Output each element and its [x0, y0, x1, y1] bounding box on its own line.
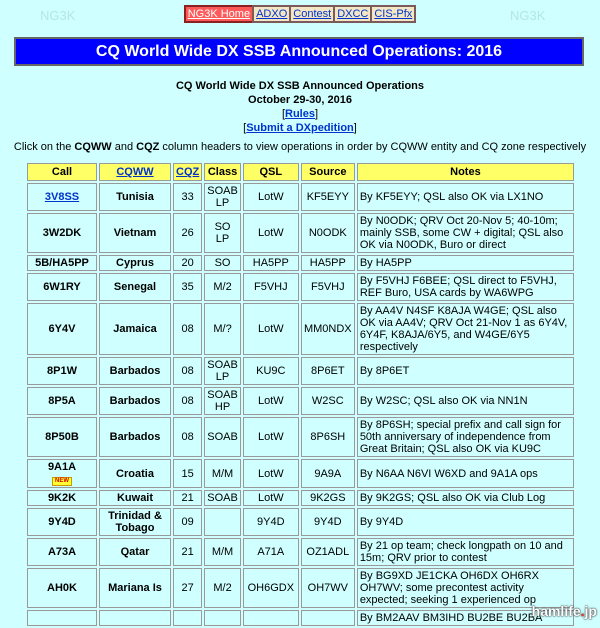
class-cell: M/2 [204, 273, 241, 301]
notes-header: Notes [357, 163, 574, 181]
source-header: Source [301, 163, 355, 181]
notes-cell: By HA5PP [357, 255, 574, 271]
cqww-sort-link[interactable]: CQWW [116, 166, 154, 178]
rules-link[interactable]: Rules [285, 108, 315, 120]
zone-cell: 27 [173, 568, 202, 608]
table-row [27, 357, 574, 385]
call-cell[interactable] [27, 183, 97, 211]
qsl-cell: LotW [243, 303, 299, 355]
call-sign: 8P50B [45, 431, 79, 443]
entity-cell: Senegal [99, 273, 171, 301]
notes-cell: By KF5EYY; QSL also OK via LX1NO [357, 183, 574, 211]
notes-cell: By 21 op team; check longpath on 10 and 15m; QRV prior to contest [357, 538, 574, 566]
zone-cell: 08 [173, 303, 202, 355]
class-cell: M/M [204, 459, 241, 488]
notes-cell: By BG9XD JE1CKA OH6DX OH6RX OH7WV; some precontest activity expected; seeking 1 experienced op [357, 568, 574, 608]
source-cell: OZ1ADL [301, 538, 355, 566]
table-row [27, 417, 574, 457]
table-row [27, 273, 574, 301]
cqz-sort-header[interactable] [173, 163, 202, 181]
class-cell [204, 508, 241, 536]
call-cell [27, 568, 97, 608]
entity-cell: Kuwait [99, 490, 171, 506]
source-cell: HA5PP [301, 255, 355, 271]
notes-cell: By 9K2GS; QSL also OK via Club Log [357, 490, 574, 506]
watermark-text: NG3K [510, 8, 546, 23]
site-watermark-tld: jp [584, 603, 597, 619]
entity-cell: Vietnam [99, 213, 171, 253]
nav-button-cis-pfx[interactable]: CIS-Pfx [370, 5, 416, 23]
call-sign: 3W2DK [42, 227, 82, 239]
source-cell: 8P6ET [301, 357, 355, 385]
notes-cell: By BM2AAV BM3IHD BU2BE BU2BA [357, 610, 574, 626]
call-sign: 9A1A [47, 461, 77, 473]
entity-cell [99, 610, 171, 626]
zone-cell: 26 [173, 213, 202, 253]
site-watermark-name: hamlife [531, 603, 581, 619]
source-cell: 9K2GS [301, 490, 355, 506]
qsl-cell: HA5PP [243, 255, 299, 271]
event-dates: October 29-30, 2016 [248, 94, 352, 106]
class-cell: M/M [204, 538, 241, 566]
source-cell: MM0NDX [301, 303, 355, 355]
class-cell: SOAB HP [204, 387, 241, 415]
call-cell [27, 459, 97, 488]
watermark-text: NG3K [40, 8, 76, 23]
entity-cell: Croatia [99, 459, 171, 488]
call-sign: 8P1W [47, 365, 77, 377]
nav-button-ng3k-home[interactable]: NG3K Home [184, 5, 254, 23]
source-cell: W2SC [301, 387, 355, 415]
entity-cell: Jamaica [99, 303, 171, 355]
cqww-sort-header[interactable] [99, 163, 171, 181]
call-cell [27, 255, 97, 271]
qsl-cell: LotW [243, 490, 299, 506]
qsl-cell: A71A [243, 538, 299, 566]
submit-dxpedition-link[interactable]: Submit a DXpedition [246, 122, 354, 134]
qsl-cell [243, 610, 299, 626]
class-cell [204, 610, 241, 626]
notes-cell: By F5VHJ F6BEE; QSL direct to F5VHJ, REF Buro, USA cards by WA6WPG [357, 273, 574, 301]
call-cell [27, 303, 97, 355]
zone-cell: 09 [173, 508, 202, 536]
class-cell: SO LP [204, 213, 241, 253]
zone-cell: 33 [173, 183, 202, 211]
call-cell [27, 538, 97, 566]
table-row [27, 610, 574, 626]
qsl-header: QSL [243, 163, 299, 181]
call-sign: 9K2K [47, 492, 77, 504]
zone-cell: 21 [173, 538, 202, 566]
call-sign: A73A [47, 546, 77, 558]
cqz-sort-link[interactable]: CQZ [176, 166, 200, 178]
entity-cell: Tunisia [99, 183, 171, 211]
source-cell: KF5EYY [301, 183, 355, 211]
call-cell [27, 213, 97, 253]
qsl-cell: LotW [243, 387, 299, 415]
subtitle: CQ World Wide DX SSB Announced Operations [175, 80, 425, 92]
call-cell [27, 357, 97, 385]
table-row [27, 568, 574, 608]
instructions-cqz: CQZ [136, 141, 160, 153]
notes-cell: By N0ODK; QRV Oct 20-Nov 5; 40-10m; mainly SSB, some CW + digital; QSL also OK via N0ODK, Buro or direct [357, 213, 574, 253]
call-sign: 8P5A [48, 395, 76, 407]
instructions-text: Click on the [13, 141, 75, 153]
call-link[interactable]: 3V8SS [44, 191, 80, 203]
call-sign: 6W1RY [43, 281, 81, 293]
class-cell: SOAB LP [204, 183, 241, 211]
table-row [27, 459, 574, 488]
source-cell: 8P6SH [301, 417, 355, 457]
entity-cell: Mariana Is [99, 568, 171, 608]
source-cell: OH7WV [301, 568, 355, 608]
instructions-text: and [111, 141, 137, 153]
page-title: CQ World Wide DX SSB Announced Operations: 2016 [14, 37, 584, 66]
qsl-cell: LotW [243, 417, 299, 457]
entity-cell: Barbados [99, 387, 171, 415]
zone-cell: 08 [173, 387, 202, 415]
notes-cell: By W2SC; QSL also OK via NN1N [357, 387, 574, 415]
table-row [27, 387, 574, 415]
zone-cell: 35 [173, 273, 202, 301]
call-cell [27, 610, 97, 626]
qsl-cell: LotW [243, 459, 299, 488]
qsl-cell: KU9C [243, 357, 299, 385]
qsl-cell: OH6GDX [243, 568, 299, 608]
instructions-cqww: CQWW [74, 141, 112, 153]
class-cell: SOAB LP [204, 357, 241, 385]
table-row [27, 490, 574, 506]
qsl-cell: 9Y4D [243, 508, 299, 536]
call-sign: AH0K [47, 582, 77, 594]
call-cell [27, 508, 97, 536]
zone-cell: 08 [173, 417, 202, 457]
top-navigation [0, 5, 600, 23]
instructions-text: column headers to view operations in order by CQWW entity and CQ zone respectively [159, 141, 587, 153]
zone-cell: 20 [173, 255, 202, 271]
source-cell: 9Y4D [301, 508, 355, 536]
entity-cell: Barbados [99, 357, 171, 385]
call-header: Call [27, 163, 97, 181]
table-row [27, 213, 574, 253]
table-row [27, 255, 574, 271]
class-cell: M/? [204, 303, 241, 355]
zone-cell [173, 610, 202, 626]
nav-button-adxo[interactable]: ADXO [252, 5, 291, 23]
call-sign: 5B/HA5PP [35, 257, 89, 269]
qsl-cell: LotW [243, 183, 299, 211]
class-cell: SO [204, 255, 241, 271]
call-cell [27, 387, 97, 415]
notes-cell: By N6AA N6VI W6XD and 9A1A ops [357, 459, 574, 488]
operations-table [25, 161, 576, 628]
nav-button-contest[interactable]: Contest [289, 5, 335, 23]
call-sign: 9Y4D [48, 516, 76, 528]
notes-cell: By 9Y4D [357, 508, 574, 536]
notes-cell: By AA4V N4SF K8AJA W4GE; QSL also OK via AA4V; QRV Oct 21-Nov 1 as 6Y4V, 6Y4F, K8AJA/6Y5, and W4GE/6Y5 respectively [357, 303, 574, 355]
zone-cell: 15 [173, 459, 202, 488]
qsl-cell: LotW [243, 213, 299, 253]
call-sign: 6Y4V [48, 323, 76, 335]
zone-cell: 21 [173, 490, 202, 506]
class-cell: SOAB [204, 417, 241, 457]
table-row [27, 538, 574, 566]
table-header-row [27, 163, 574, 181]
entity-cell: Trinidad & Tobago [99, 508, 171, 536]
source-cell: 9A9A [301, 459, 355, 488]
call-cell [27, 417, 97, 457]
table-row [27, 183, 574, 211]
notes-cell: By 8P6SH; special prefix and call sign for 50th anniversary of independence from Great Britain; QSL also OK via KU9C [357, 417, 574, 457]
entity-cell: Barbados [99, 417, 171, 457]
class-header: Class [204, 163, 241, 181]
class-cell: SOAB [204, 490, 241, 506]
call-cell [27, 273, 97, 301]
notes-cell: By 8P6ET [357, 357, 574, 385]
sort-instructions [0, 141, 600, 153]
nav-button-dxcc[interactable]: DXCC [333, 5, 372, 23]
source-cell [301, 610, 355, 626]
zone-cell: 08 [173, 357, 202, 385]
entity-cell: Qatar [99, 538, 171, 566]
call-cell [27, 490, 97, 506]
source-cell: N0ODK [301, 213, 355, 253]
site-watermark [532, 603, 597, 619]
table-row [27, 508, 574, 536]
entity-cell: Cyprus [99, 255, 171, 271]
source-cell: F5VHJ [301, 273, 355, 301]
class-cell: M/2 [204, 568, 241, 608]
qsl-cell: F5VHJ [243, 273, 299, 301]
table-row [27, 303, 574, 355]
new-badge: NEW [52, 477, 72, 486]
site-watermark-dot: . [580, 603, 585, 619]
page-header: CQ World Wide DX SSB Announced Operations October 29-30, 2016 [Rules] [Submit a DXpedition] [0, 79, 600, 135]
